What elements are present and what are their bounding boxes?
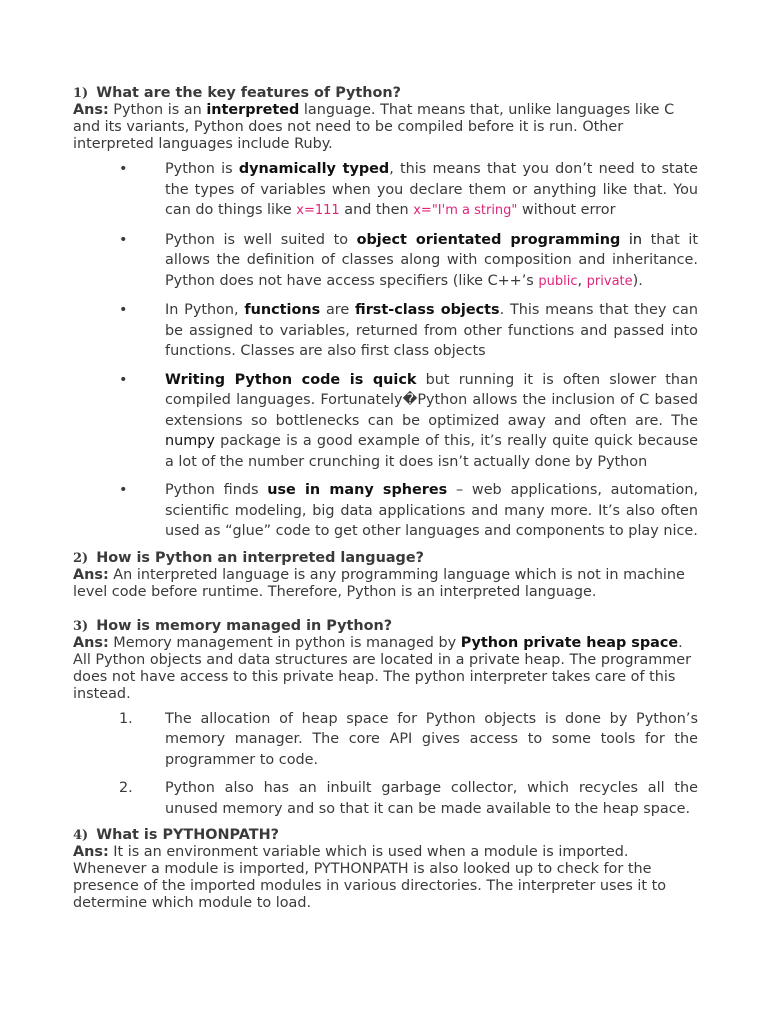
bullet-marker: •	[119, 231, 128, 248]
answer-1	[73, 102, 698, 153]
answer-text: Python is an	[113, 102, 202, 118]
question-number: 1)	[73, 86, 89, 101]
code-snippet: private	[586, 273, 633, 289]
memory-list	[73, 709, 698, 820]
item-keyword: object orientated programming	[356, 231, 621, 248]
item-keyword: first-class objects	[355, 302, 500, 318]
answer-text: . All Python objects and data structures are located in a private heap. The programmer does not have access to this private heap. The python interpreter takes care of this instead.	[73, 634, 692, 702]
question-number: 4)	[73, 828, 89, 843]
ans-label: Ans:	[73, 566, 109, 583]
code-snippet: x=111	[296, 203, 340, 218]
item-text: Python is	[165, 161, 233, 177]
question-4-heading	[73, 827, 698, 844]
list-item	[119, 159, 698, 222]
answer-keyword: Python private heap space	[460, 634, 679, 651]
question-number: 2)	[73, 550, 89, 566]
number-marker: 2.	[119, 780, 133, 796]
answer-text: language. That means that, unlike languages like C and its variants, Python does not need to be compiled before it is run. Other interpreted languages include Ruby.	[73, 102, 675, 152]
answer-keyword: interpreted	[206, 102, 300, 118]
bullet-marker: •	[119, 302, 128, 318]
item-text: The allocation of heap space for Python objects is done by Python’s memory manager. The core API gives access to some tools for the programmer to code.	[165, 710, 698, 768]
answer-3	[73, 635, 698, 703]
question-1-heading	[73, 85, 698, 102]
item-text: are	[325, 302, 350, 318]
answer-text: Memory management in python is managed by	[113, 634, 457, 651]
question-text: What are the key features of Python?	[96, 85, 401, 101]
item-keyword: functions	[244, 302, 321, 318]
question-text: How is memory managed in Python?	[96, 617, 393, 634]
answer-4	[73, 844, 698, 912]
document-page	[73, 85, 698, 912]
item-keyword: Writing Python code is quick	[165, 371, 417, 388]
item-text: Python is well suited to	[165, 231, 349, 248]
code-snippet: x="I'm a string"	[413, 203, 518, 218]
item-text: that it allows the definition of classes along with composition and inheritance. Python does not have access specifiers (like C++’s	[165, 231, 699, 289]
item-text: in	[628, 231, 642, 248]
bullet-marker: •	[119, 371, 128, 388]
code-snippet: public	[538, 273, 578, 289]
question-3-heading	[73, 618, 698, 635]
item-text: without error	[521, 202, 616, 218]
list-item	[119, 480, 698, 542]
list-item	[119, 230, 698, 293]
ans-label: Ans:	[73, 634, 109, 651]
answer-text: It is an environment variable which is used when a module is imported. Whenever a module is imported, PYTHONPATH is also looked up to check for the presence of the imported modules in various directories. The interpreter uses it to determine which module to load.	[73, 844, 667, 911]
item-text: In Python,	[165, 302, 239, 318]
ans-label: Ans:	[73, 844, 109, 860]
item-keyword: use in many spheres	[267, 482, 448, 498]
list-item	[119, 300, 698, 362]
item-text: – web applications, automation, scientific modeling, big data applications and many more. It’s also often used as “glue” code to get other languages and components to play nice.	[165, 482, 699, 539]
list-item	[119, 778, 698, 819]
question-text: What is PYTHONPATH?	[96, 827, 280, 843]
item-text: package is a good example of this, it’s really quite quick because a lot of the number crunching it does isn’t actually done by Python	[165, 433, 699, 470]
spacer	[73, 601, 698, 618]
item-text: Python finds	[165, 482, 259, 498]
item-text: , this means that you don’t need to state the types of variables when you declare them or anything like that. You can do things like	[165, 161, 699, 218]
item-text: ,	[577, 272, 583, 289]
item-text: and then	[344, 202, 409, 218]
ans-label: Ans:	[73, 102, 109, 118]
answer-text: An interpreted language is any programming language which is not in machine level code before runtime. Therefore, Python is an interpreted language.	[73, 566, 685, 600]
item-keyword: dynamically typed	[238, 161, 390, 177]
feature-list	[73, 159, 698, 542]
item-text: numpy	[165, 433, 215, 449]
bullet-marker: •	[119, 482, 128, 498]
answer-2	[73, 567, 698, 601]
list-item	[119, 370, 698, 473]
list-item	[119, 709, 698, 771]
bullet-marker: •	[119, 161, 128, 177]
item-text: but running it is often slower than compiled languages. Fortunately�Python allows the inclusion of C based extensions so bottlenecks can be optimized away and often are. The	[165, 371, 698, 429]
question-text: How is Python an interpreted language?	[96, 549, 424, 566]
number-marker: 1.	[119, 710, 133, 727]
item-text: Python also has an inbuilt garbage collector, which recycles all the unused memory and so that it can be made available to the heap space.	[165, 780, 698, 817]
item-text: . This means that they can be assigned to variables, returned from other functions and passed into functions. Classes are also first class objects	[165, 302, 698, 359]
question-number: 3)	[73, 618, 89, 634]
item-text: ).	[632, 272, 643, 289]
question-2-heading	[73, 550, 698, 567]
